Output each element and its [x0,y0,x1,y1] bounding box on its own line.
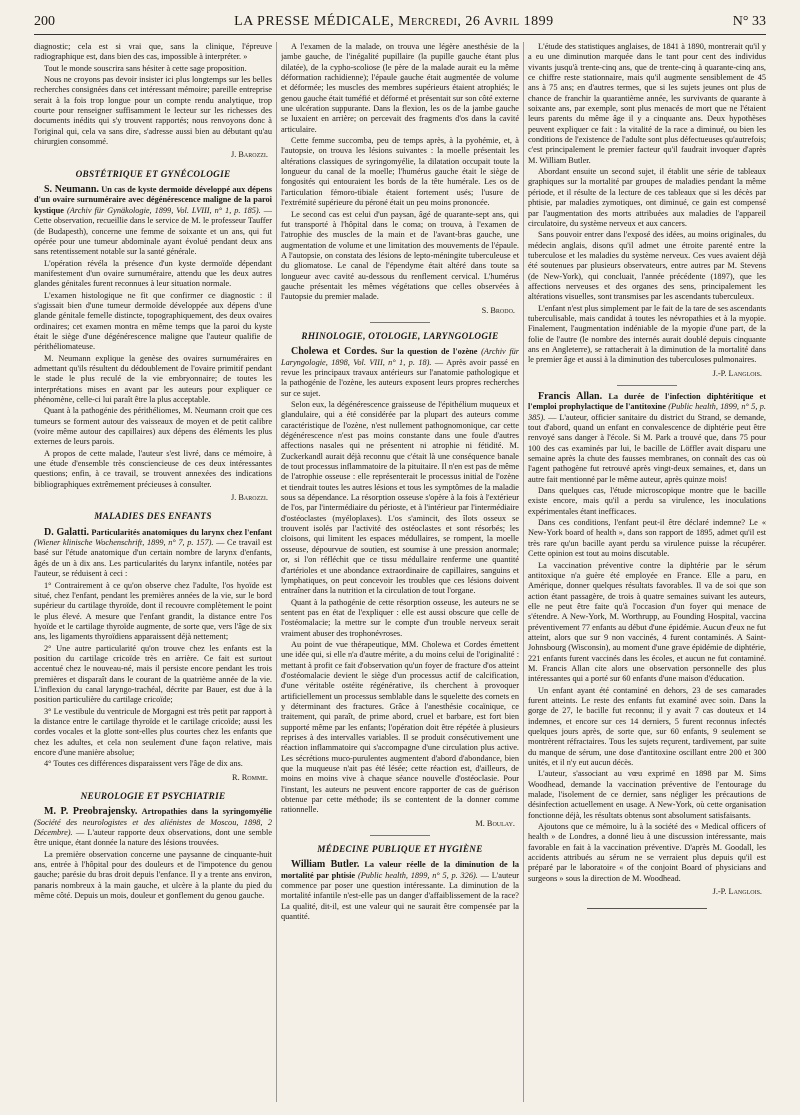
article-title: Artropathies dans la syringomyélie [141,807,272,817]
article-title: La valeur réelle de la diminution de la mortalité par phtisie [281,860,519,880]
article-text: — Après avoir passé en revue les principaux travaux antérieurs sur l'anatomie pathologique et la pathogénie de l'ozène, les auteurs exposent leurs propres recherches sur ce sujet. [281,357,519,398]
page-number: 200 [34,14,55,29]
paragraph: Ajoutons que ce mémoire, lu à la société des « Medical officers of health » de Londres, a donné lieu à une discussion intéressante, mais favorable en fait à la vaccination préventive. D'après M. Goodall, les accidents attribués au sérum ne se verraient plus depuis qu'il est préparé par le laboratoire « of the conjoint Board of physicians and surgeons » sous la direction de M. Woodhead. [528,822,766,883]
signature: J. Barozzi. [231,150,268,160]
paragraph: M. Neumann explique la genèse des ovaires surnuméraires en admettant qu'ils résultent du dédoublement de l'ovaire primitif pendant le stade le plus reculé de la vie embryonnaire; de toutes les interprétations mises en avant par les auteurs pour expliquer ce phénomène, celle-ci lui paraît être la plus acceptable. [34,353,272,404]
article-author: William Butler. [291,859,360,871]
article-author: Cholewa et Cordes. [291,346,378,358]
paragraph: L'examen histologique ne fit que confirmer ce diagnostic : il s'agissait bien d'une tumeur dermoïde développée aux dépens d'une glande génitale femelle distincte, topographiquement, des deux ovaires ordinaires; cet examen montra en même temps que la paroi du kyste était le siège d'une dégénérescence maligne que l'auteur qualifie de périthéliomateuse. [34,290,272,352]
article-lead [528,392,766,485]
paragraph: Quant à la pathogénie de cette résorption osseuse, les auteurs ne se sentent pas en état de l'expliquer : elle est aussi obscure que celle de l'ostéomalacie; la mettre sur le compte d'un trouble nerveux serait vraiment abuser des trophonévroses. [281,597,519,638]
header-rule [34,34,766,35]
article-title: Sur la question de l'ozène [380,347,478,357]
paragraph: 4° Toutes ces différences disparaissent vers l'âge de dix ans. [44,759,243,769]
paragraph: Dans quelques cas, l'étude microscopique montre que le bacille existe encore, mais qu'il a perdu sa virulence, les inoculations expérimentales étant inefficaces. [528,486,766,516]
signature: J.-P. Langlois. [712,368,762,378]
section-heading: MÉDECINE PUBLIQUE ET HYGIÈNE [317,844,483,855]
paragraph: Le second cas est celui d'un paysan, âgé de quarante-sept ans, qui fut transporté à l'hôpital dans le coma; on trouva, à l'examen de l'atrophie des muscles de la main et de l'avant-bras gauche, une augmentation de volume et une limitation des mouvements de l'épaule. A l'autopsie, on constata des lésions de lepto-méningite tuberculeuse et du gliomatose. Le canal de l'épendyme était altéré dans toute sa longueur avec cavité au-dessous du renflement cervical. L'humérus gauche présentait les mêmes végétations que celles observées à l'autopsie du premier malade. [281,209,519,302]
article-text: — Cette observation, recueillie dans le service de M. le professeur Tauffer (de Budapesth), concerne une femme de soixante et un ans, qui fut opérée pour une tumeur abdominale ayant évolué pendant deux ans sans retentissement notable sur la santé générale. [34,205,272,257]
issue-number: N° 33 [732,14,766,29]
article-author: M. P. Preobrajensky. [44,806,138,818]
journal-title: LA PRESSE MÉDICALE, Mercredi, 26 Avril 1899 [234,14,554,29]
article-source: (Public health, 1899, n° 5, p. 385). [528,402,766,422]
signature: J. Barozzi. [231,493,268,503]
paragraph: A l'examen de la malade, on trouva une légère anesthésie de la jambe gauche, de l'inégalité pupillaire (la pupille gauche étant plus dilatée), de la cypho-scoliose (le père de la malade aurait eu la même déformation rachidienne); l'épaule gauche était augmentée de volume et déformée; les muscles des membres supérieurs étaient atrophiés; le genou gauche était tuméfié et déformé et présentait sur son côté externe une ulcération suppurante. Dans la flexion, les os de la jambe gauche se luxaient en arrière; on percevait des fragments d'os dans la cavité articulaire. [281,42,519,134]
column-1 [34,42,272,1102]
article-title: Un cas de kyste dermoïde développé aux dépens d'un ovaire surnuméraire avec dégénérescence maligne de la paroi kystique [34,185,272,215]
article-author: Francis Allan. [538,391,603,402]
paragraph: La première observation concerne une paysanne de cinquante-huit ans, entrée à l'hôpital pour des douleurs et de l'impotence du genou gauche; parésie du bras droit depuis l'enfance. Il y a trente ans environ, panaris nombreux à la main gauche, et ulcère à la plante du pied du même côté. Depuis un mois, douleur et gonflement du genou gauche. [34,849,272,901]
signature: R. Romme. [232,772,268,782]
signature: S. Brodo. [481,305,515,315]
paragraph: 1° Contrairement à ce qu'on observe chez l'adulte, l'os hyoïde est situé, chez l'enfant, pendant les premières années de la vie, sur le bord supérieur du cartilage thyroïde, dont il recouvre complètement le point le plus élevé. A mesure que l'enfant grandit, la distance entre l'os hyoïde et le cartilage thyroïde augmente, de sorte que, vers l'âge de six ans, les ligaments thyroïdiens apparaissent déjà nettement; [34,580,272,642]
signature: M. Boulay. [475,818,515,828]
section-divider [370,835,430,836]
paragraph: 3° Le vestibule du ventricule de Morgagni est très petit par rapport à la distance entre le cartilage thyroïde et le cartilage cricoïde; aussi les cordes vocales et la glotte sont-elles plus courtes chez les enfants que chez les adultes, et cela non seulement d'une façon relative, mais encore d'une manière absolue; [34,706,272,757]
column-separator [523,42,524,1102]
paragraph: Un enfant ayant été contaminé en dehors, 23 de ses camarades furent atteints. Le reste des enfants fut examiné avec soin. Dans la gorge de 27, le bacille fut reconnu; il y avait 7 cas douteux et 14 indemnes, et encore sur ces 14 derniers, 5 furent reconnus infectés quelques jours après, de sorte que, sur 60 enfants, 9 seulement se montrèrent réfractaires. Tous les sujets reçurent, tardivement, par suite du manque de sérum, une dose d'antitoxine oscillant entre 200 et 300 unités, et il n'y eut aucun décès. [528,685,766,768]
paragraph: A propos de cette malade, l'auteur s'est livré, dans ce mémoire, à une étude d'ensemble très consciencieuse de ces deux intéressantes questions; enfin, à ce travail, se trouvent annexées des indications bibliographiques extrêmement précieuses à consulter. [34,448,272,489]
column-2 [281,42,519,1102]
paragraph: L'étude des statistiques anglaises, de 1841 à 1890, montrerait qu'il y a eu une diminution marquée dans le tant pour cent des individus vivants jusqu'à trente-cinq ans, que de trente-cinq à quarante-cinq ans, ce chiffre reste stationnaire, mais qu'il augmente sensiblement de 45 ans à 75 ans; en d'autres termes, que si les sujets jeunes ont plus de chance de franchir la quarantième année, les survivants de quarante à soixante ans, par exemple, sont plus menacés de mort que ne l'étaient leurs parents du même âge il y a cinquante ans. Deux hypothèses peuvent expliquer ce fait : la vitalité de la race a diminué, ou bien les conditions de l'existence de l'adulte sont plus défectueuses qu'autrefois; c'est principalement le premier facteur qu'il faudrait invoquer d'après M. William Butler. [528,42,766,165]
paragraph: L'opération révéla la présence d'un kyste dermoïde dépendant manifestement d'un ovaire surnuméraire, attendu que les deux autres glandes génitales furent reconnues à leur situation normale. [34,258,272,289]
article-author: S. Neumann. [44,184,99,196]
section-heading: OBSTÉTRIQUE ET GYNÉCOLOGIE [75,168,231,179]
paragraph: Sans pouvoir entrer dans l'exposé des idées, au moins originales, du médecin anglais, disons qu'il admet une étroite parenté entre la tuberculose et les maladies du système nerveux. Ces vues avaient déjà été soutenues par plusieurs observateurs, entre autres par M. Stevens (de New-York), qui concluait, l'année précédente (1897), que les affections nerveuses et des organes des sens, principalement les altérations visuelles, sont transmises par les ascendants tuberculeux. [528,230,766,302]
paragraph: Selon eux, la dégénérescence graisseuse de l'épithélium muqueux et glandulaire, qui a été considérée par la plupart des auteurs comme caractéristique de l'ozène, n'est nullement pathognomonique, car cette dégénérescence n'est pas moins constante dans une foule d'autres affections nasales qui ne présentent ni atrophie ni fétidité. M. Zuckerkandl aurait déjà reconnu que c'était là une conséquence banale de tout processus inflammatoire de la pituitaire. Il n'en est pas de même de l'atrophie osseuse : elle représenterait le processus initial de l'ozène et tiendrait toutes les autres lésions et tous les symptômes de la maladie sous sa dépendance. La résorption osseuse s'opère à la fois à l'extérieur de l'os, par l'intermédiaire du périoste, et à l'intérieur par l'intermédiaire d'ostéoclastes (myéloplaxes). L'os s'amincit, des îlots osseux se trouvent isolés par l'activité des ostéoclastes et sont résorbés; les cloisons, qui limitent les espaces médullaires, se rompent, la moelle osseuse, dépourvue de soutien, est soumise à une pression anormale; or, si l'on réfléchit que ce tissu médullaire renferme une quantité d'artérioles et une abondance extraordinaire de capillaires, sanguins et lymphatiques, on peut concevoir les troubles que ces lésions doivent entraîner dans la nutrition et la circulation de tout l'organe. [281,400,519,596]
paragraph: diagnostic; cela est si vrai que, sans la clinique, l'épreuve radiographique est, dans bien des cas, impossible à interpréter. » [34,42,272,62]
column-3 [528,42,766,1102]
article-source: (Wiener klinische Wochenschrift, 1899, n° 7, p. 157). [34,538,214,548]
article-title: La durée de l'infection diphtéritique et l'emploi prophylactique de l'antitoxine [528,392,766,412]
article-text: — L'auteur commence par poser une question intéressante. La diminution de la mortalité infantile n'est-elle pas un danger d'affaiblissement de la race? La qualité, dit-il, est une valeur qui ne saurait être compensée par la quantité. [281,870,519,922]
paragraph: La vaccination préventive contre la diphtérie par le sérum antitoxique n'a guère été employée en France. Elle a paru, en Amérique, donner quelques résultats favorables. Il va de soi que son action étant passagère, de trois à quatre semaines suivant les auteurs, elle ne peut être faite qu'à l'occasion d'un foyer qui menace de s'étendre. A New-York, M. Worthrupp, au Founding Hospital, vaccina préventivement 77 enfants au début d'une épidémie. Aucun d'eux ne fut atteint, alors que sur 9 non vaccinés, 4 furent contaminés. A Saint-Johnsbourg (Wisconsin), au moment d'une grave épidémie de diphtérie, 221 enfants furent vaccinés dans les écoles, et aucun ne fut contaminé. M. Francis Allan cite alors une observation personnelle des plus intéressantes qui a porté sur 60 enfants d'une maison d'éducation. [528,560,766,684]
signature: J.-P. Langlois. [712,887,762,897]
section-heading: MALADIES DES ENFANTS [94,511,212,522]
paragraph: L'enfant n'est plus simplement par le fait de la tare de ses ascendants tuberculisable, mais candidat à toutes les névropathies et à la myopie. Finalement, l'augmentation indéniable de la myopie d'une part, de la folie de l'autre (le nombre des internés aurait doublé depuis cinquante ans en Angleterre), se rattacherait à la diminution de la mortalité dans le premier âge et aussi à la diminution des tuberculoses pulmonaires. [528,303,766,365]
article-text: — L'auteur, officier sanitaire du district du Strand, se demande, tout d'abord, quand un enfant en convalescence de diphtérie peut être renvoyé sans danger à l'école. Si M. Park a trouvé que, dans 75 pour 100 des cas examinés par lui, le bacille de Löffler avait disparu une semaine après la chute des fausses membranes, on connaît des cas où l'agent pathogène fut retrouvé après vingt-deux semaines, et, dans un autre fait mentionné par le même auteur, après quinze mois! [528,412,766,484]
section-divider [617,385,677,386]
paragraph: 2° Une autre particularité qu'on trouve chez les enfants est la position du cartilage cricoïde très en arrière. Ce fait est surtout accentué chez le nouveau-né, mais il persiste encore pendant les trois premières et disparaît dans le courant de la quatrième année de la vie. L'inflexion du canal laryngo-trachéal, décrite par Bauer, est due à la position particulière du cartilage cricoïde; [34,643,272,705]
paragraph: Nous ne croyons pas devoir insister ici plus longtemps sur les belles recherches consignées dans cet intéressant mémoire; pareille entreprise serait à la fois trop longue pour un compte rendu analytique, trop courte pour renseigner suffisamment le lecteur sur les richesses des documents inédits qui s'y trouvent rapportés; nous renvoyons donc à l'original qui, cela va sans dire, s'adresse aussi bien au débutant qu'au chirurgien consommé. [34,75,272,147]
section-divider [370,322,430,323]
article-lead [281,347,519,399]
article-source: (Public health, 1899, n° 5, p. 326). [357,870,478,880]
paragraph: Cette femme succomba, peu de temps après, à la pyohémie, et, à l'autopsie, on trouva les lésions suivantes : la moelle présentait les altérations classiques de syringomyélie, la dilatation occupait toute la longueur du canal de la moelle; l'humérus gauche était le siège de fongosités qui entouraient les bords de la tête humérale. Les os de l'articulation fémoro-tibiale étaient fortement usés; l'usure de l'extrémité supérieure du péroné était un peu moins prononcée. [281,136,519,208]
article-text: — Ce travail est basé sur l'étude anatomique d'un certain nombre de larynx d'enfants, âgés de un à dix ans. Les particularités du larynx infantile, notées par l'auteur, se réduisent à ceci : [34,538,272,579]
article-title: Particularités anatomiques du larynx chez l'enfant [91,527,272,537]
article-lead [34,185,272,257]
paragraph: Au point de vue thérapeutique, MM. Cholewa et Cordes émettent une idée qui, si elle n'a d'autre mérite, a du moins celui de l'originalité : mettant à profit ce fait d'observation qu'un foyer de fracture d'os atteint d'ostéomalacie devient le siège d'un processus actif de calcification, d'une véritable ostéite régénérative, ils cherchent à provoquer artificiellement un processus semblable dans le squelette des cornets en y déterminant des fractures. Grâce à l'anesthésie cocaïnique, ce traitement, qui paraît, de prime abord, cruel et barbare, est fort bien supporté même par les enfants; l'opération doit être répétée à plusieurs reprises à des intervalles variables. Il se produit consécutivement une réaction inflammatoire qui s'accompagne d'une circulation plus active. Les sécrétions muco-purulentes augmentent d'abord d'abondance, bien que la muqueuse n'ait pas été lésée; cette réaction est, d'ailleurs, de moins en moins vive à chaque séance nouvelle d'ostéoclasie. Pour l'instant, les auteurs ne peuvent encore rapporter de cas de guérison obtenue par cette méthode; ils se contentent de la donner comme rationnelle. [281,639,519,815]
section-heading: NEUROLOGIE ET PSYCHIATRIE [80,791,226,802]
paragraph: L'auteur, s'associant au vœu exprimé en 1898 par M. Sims Woodhead, demande la vaccination préventive de l'entourage du malade, l'isolement de ce dernier, sans négliger les précautions de désinfection actuellement en usage. A New-York, où cette organisation fonctionne déjà, les résultats obtenus sont absolument satisfaisants. [528,769,766,820]
article-lead [281,860,519,922]
page-header [34,14,766,32]
article-lead [34,528,272,580]
article-source: (Société des neurologistes et des aliénistes de Moscou, 1898, 2 Décembre). [34,817,272,838]
section-heading: RHINOLOGIE, OTOLOGIE, LARYNGOLOGIE [301,330,499,341]
article-source: (Archiv für Laryngologie, 1898, Vol. VIII, n° 1, p. 18). [281,347,519,367]
paragraph: Tout le monde souscrira sans hésiter à cette sage proposition. [44,63,247,73]
paragraph: Quant à la pathogénie des périthéliomes, M. Neumann croit que ces tumeurs se forment autour des vaisseaux de moyen et de petit calibre (voire même autour des capillaires) aux dépens des éléments les plus externes de leurs parois. [34,406,272,447]
article-lead [34,807,272,848]
paragraph: Dans ces conditions, l'enfant peut-il être déclaré indemne? Le « New-York board of health », dans son rapport de 1895, admet qu'il est très rare qu'un bacille ayant perdu sa virulence puisse la récupérer. Cette opinion est tout au moins discutable. [528,518,766,559]
article-text: — L'auteur rapporte deux observations, dont une semble être unique, étant donnée la nature des lésions trouvées. [34,828,272,848]
article-source: (Archiv für Gynäkologie, 1899, Vol. LVIII, n° 1, p. 185). [66,205,261,215]
article-author: D. Galatti. [44,526,90,538]
end-rule [587,908,707,909]
column-separator [276,42,277,1102]
paragraph: Abordant ensuite un second sujet, il établit une série de tableaux graphiques sur la mortalité par groupes de maladies pendant la même période, et il résulte de la lecture de ces tableaux que si les décès par phtisie, par maladies zymotiques, ont diminué, ce gain est compensé par l'augmentation des morts attribuées aux maladies de l'appareil circulatoire, du système nerveux et aux cancers. [528,167,766,228]
